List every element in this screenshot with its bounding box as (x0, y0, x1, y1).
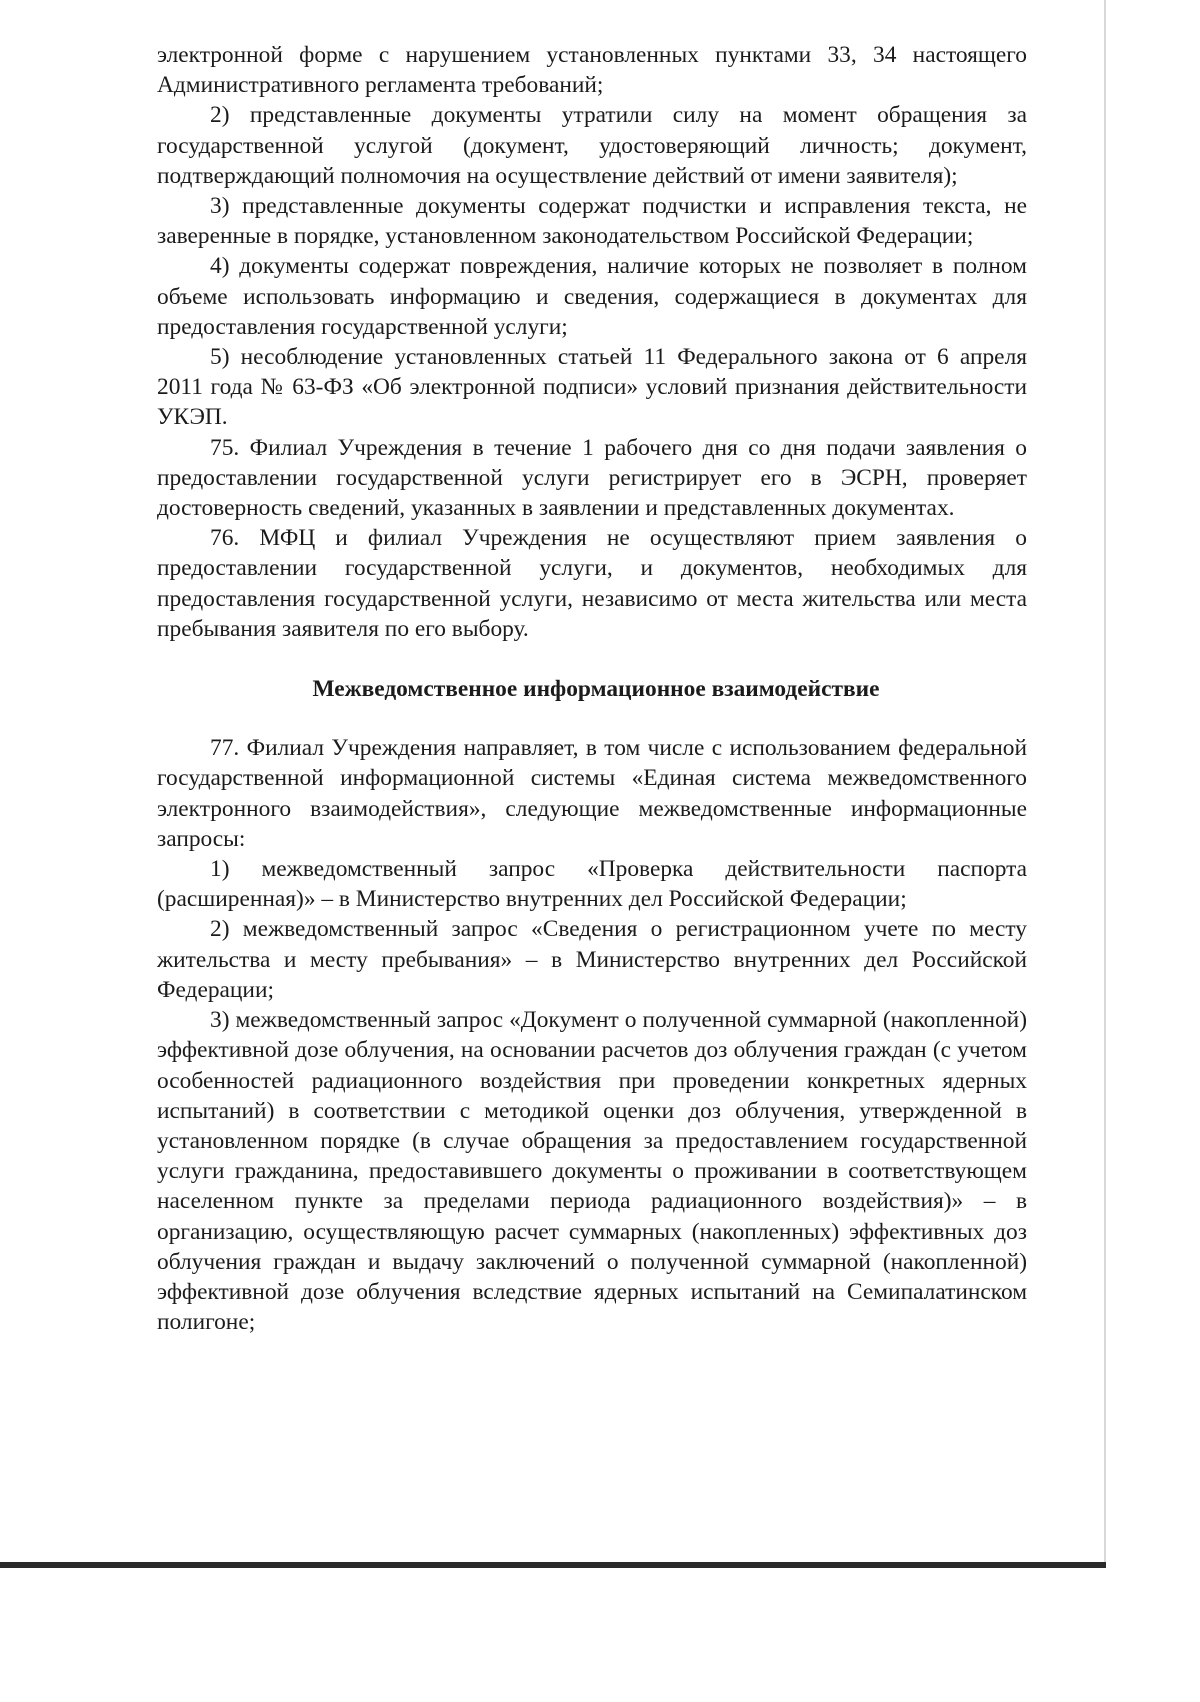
paragraph-77-item-2: 2) межведомственный запрос «Сведения о регистрационном учете по месту жительства и месту пребывания» – в Министерство внутренних дел Российской Федерации; (157, 916, 1027, 1003)
scan-edge-bottom (0, 1562, 1106, 1568)
paragraph-item-5: 5) несоблюдение установленных статьей 11 Федерального закона от 6 апреля 2011 года № 63-ФЗ «Об электронной подписи» условий признания действительности УКЭП. (157, 344, 1027, 431)
scan-edge-right (1104, 0, 1106, 1568)
spacer (157, 644, 1027, 674)
section-heading: Межведомственное информационное взаимодействие (312, 676, 880, 703)
paragraph-item-4: 4) документы содержат повреждения, наличие которых не позволяет в полном объеме использовать информацию и сведения, содержащиеся в документах для предоставления государственной услуги; (157, 253, 1027, 340)
paragraph-76: 76. МФЦ и филиал Учреждения не осуществляют прием заявления о предоставлении государственной услуги, и документов, необходимых для предоставления государственной услуги, независимо от места жительства или места пребывания заявителя по его выбору. (157, 525, 1027, 642)
paragraph-continuation: электронной форме с нарушением установленных пунктами 33, 34 настоящего Административного регламента требований; (157, 42, 1027, 99)
paragraph-75: 75. Филиал Учреждения в течение 1 рабочего дня со дня подачи заявления о предоставлении государственной услуги регистрирует его в ЭСРН, проверяет достоверность сведений, указанных в заявлении и представленных документах. (157, 434, 1027, 522)
spacer (157, 704, 1027, 733)
document-body (157, 40, 1027, 1337)
paragraph-item-3: 3) представленные документы содержат подчистки и исправления текста, не заверенные в порядке, установленном законодательством Российской Федерации; (157, 193, 1027, 250)
paragraph-77-item-3: 3) межведомственный запрос «Документ о полученной суммарной (накопленной) эффективной дозе облучения, на основании расчетов доз облучения граждан (с учетом особенностей радиационного воздействия при проведении конкретных ядерных испытаний) в соответствии с методикой оценки доз облучения, утвержденной в установленном порядке (в случае обращения за предоставлением государственной услуги гражданина, предоставившего документы о проживании в соответствующем населенном пункте за пределами периода радиационного воздействия)» – в организацию, осуществляющую расчет суммарных (накопленных) эффективных доз облучения граждан и выдачу заключений о полученной суммарной (накопленной) эффективной дозе облучения вследствие ядерных испытаний на Семипалатинском полигоне; (157, 1007, 1027, 1336)
paragraph-77: 77. Филиал Учреждения направляет, в том числе с использованием федеральной государственной информационной системы «Единая система межведомственного электронного взаимодействия», следующие межведомственные информационные запросы: (157, 735, 1027, 852)
paragraph-item-2: 2) представленные документы утратили силу на момент обращения за государственной услугой (документ, удостоверяющий личность; документ, подтверждающий полномочия на осуществление действий от имени заявителя); (157, 102, 1027, 189)
paragraph-77-item-1: 1) межведомственный запрос «Проверка действительности паспорта (расширенная)» – в Министерство внутренних дел Российской Федерации; (157, 856, 1027, 913)
